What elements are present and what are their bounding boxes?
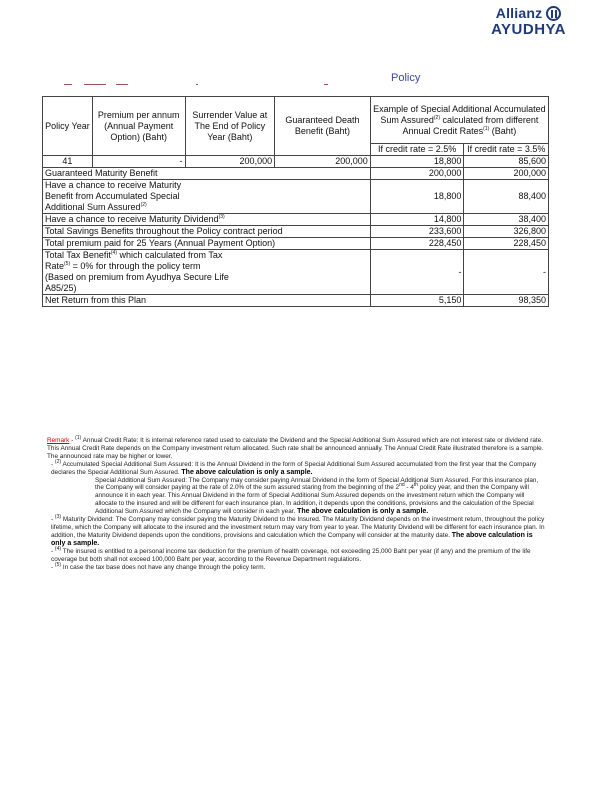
remark-3: - $^{(3)}$ Maturity Dividend: The Company may consider paying the Maturity Dividend to the Insured. The Maturity Dividend depends on the investment return, throughout the policy lifetime, which the Company will allocate to the insured and the investment return may vary from year to year. The Maturity Dividend will be different for each insurance plan. In addition, the Maturity Dividend depends upon the conditions, provisions and calculation which the Company will consider at the maturity date. The above calculation is only a sample. bbox=[51, 513, 545, 547]
header-rate-25: If credit rate = 2.5% bbox=[370, 144, 464, 156]
summary-row: Total premium paid for 25 Years (Annual Payment Option) 228,450 228,450 bbox=[43, 238, 549, 250]
summary-row: Total Tax Benefit$^{(4)}$ which calculated from Tax Rate$^{(5)}$ = 0% for through the policy term (Based on premium from Ayudhya Secure Life A85/25) - - bbox=[43, 250, 549, 295]
summary-row: Guaranteed Maturity Benefit 200,000 200,000 bbox=[43, 168, 549, 180]
remark-2-detail: Special Additional Sum Assured: The Company may consider paying Annual Dividend in the form of Special Additional Sum Assured. For this insurance plan, the Company will consider paying at the rate of 2.0% of the sum assured staring from the beginning of the 2nd - 4th policy year, and then the Company will announce it in each year. This Annual Dividend in the form of Special Additional Sum Assured depends on the investment return which the Company will allocate to the insured and will be different for each insurance plan. In addition, it depends upon the conditions, provisions and the calculation of the Special Additional Sum Assured which the Company will consider in each year. The above calculation is only a sample. bbox=[95, 476, 539, 516]
summary-row: Have a chance to receive Maturity Dividend$^{(3)}$ 14,800 38,400 bbox=[43, 214, 549, 226]
header-policy-year: Policy Year bbox=[43, 97, 93, 156]
scan-artifact bbox=[46, 83, 336, 87]
benefit-table bbox=[42, 96, 549, 307]
brand-top: Allianz bbox=[495, 5, 543, 21]
summary-row: Have a chance to receive Maturity Benefit from Accumulated Special Additional Sum Assured$^{(2)}$ 18,800 88,400 bbox=[43, 180, 549, 214]
allianz-mark-icon bbox=[546, 6, 561, 21]
brand-bottom: AYUDHYA bbox=[491, 21, 566, 38]
summary-row: Total Savings Benefits throughout the Policy contract period 233,600 326,800 bbox=[43, 226, 549, 238]
header-surrender: Surrender Value at The End of Policy Year (Baht) bbox=[185, 97, 275, 156]
allianz-ayudhya-logo bbox=[491, 5, 566, 38]
page-heading: Policy bbox=[391, 72, 421, 84]
remark-1: Remark - $^{(1)}$ Annual Credit Rate: It is internal reference rated used to calculate the Dividend and the Special Additional Sum Assured which are not interest rate or dividend rate. This Annual Credit Rate depends on the Company investment return allocated. Such rate shall be announced annually. The Annual Credit Rate illustrated therefore is a sample. The announced rate may be higher or lower. bbox=[47, 434, 544, 460]
table-row: 41 - 200,000 200,000 18,800 85,600 bbox=[43, 156, 549, 168]
header-premium: Premium per annum (Annual Payment Option) (Baht) bbox=[92, 97, 185, 156]
remark-5: - $^{(5)}$ In case the tax base does not have any change through the policy term. bbox=[51, 561, 266, 571]
header-death-benefit: Guaranteed Death Benefit (Baht) bbox=[275, 97, 371, 156]
summary-row: Net Return from this Plan 5,150 98,350 bbox=[43, 295, 549, 307]
header-example: Example of Special Additional Accumulated Sum Assured$^{(2)}$ calculated from different Annual Credit Rates$^{(1)}$ (Baht) bbox=[370, 97, 548, 144]
remarks-section bbox=[47, 434, 547, 571]
remark-4: - $^{(4)}$ The insured is entitled to a personal income tax deduction for the premium of health coverage, not exceeding 25,000 Baht per year (if any) and the premium of the life coverage but both shall not exceed 100,000 Baht per year, according to the Revenue Department regulations. bbox=[51, 545, 531, 563]
remark-2: - $^{(2)}$ Accumulated Special Additional Sum Assured: It is the Annual Dividend in the form of Special Additional Sum Assured accumulated from the first year that the Company declares the Special Additional Sum Assured. The above calculation is only a sample. bbox=[51, 458, 537, 476]
header-rate-35: If credit rate = 3.5% bbox=[464, 144, 549, 156]
